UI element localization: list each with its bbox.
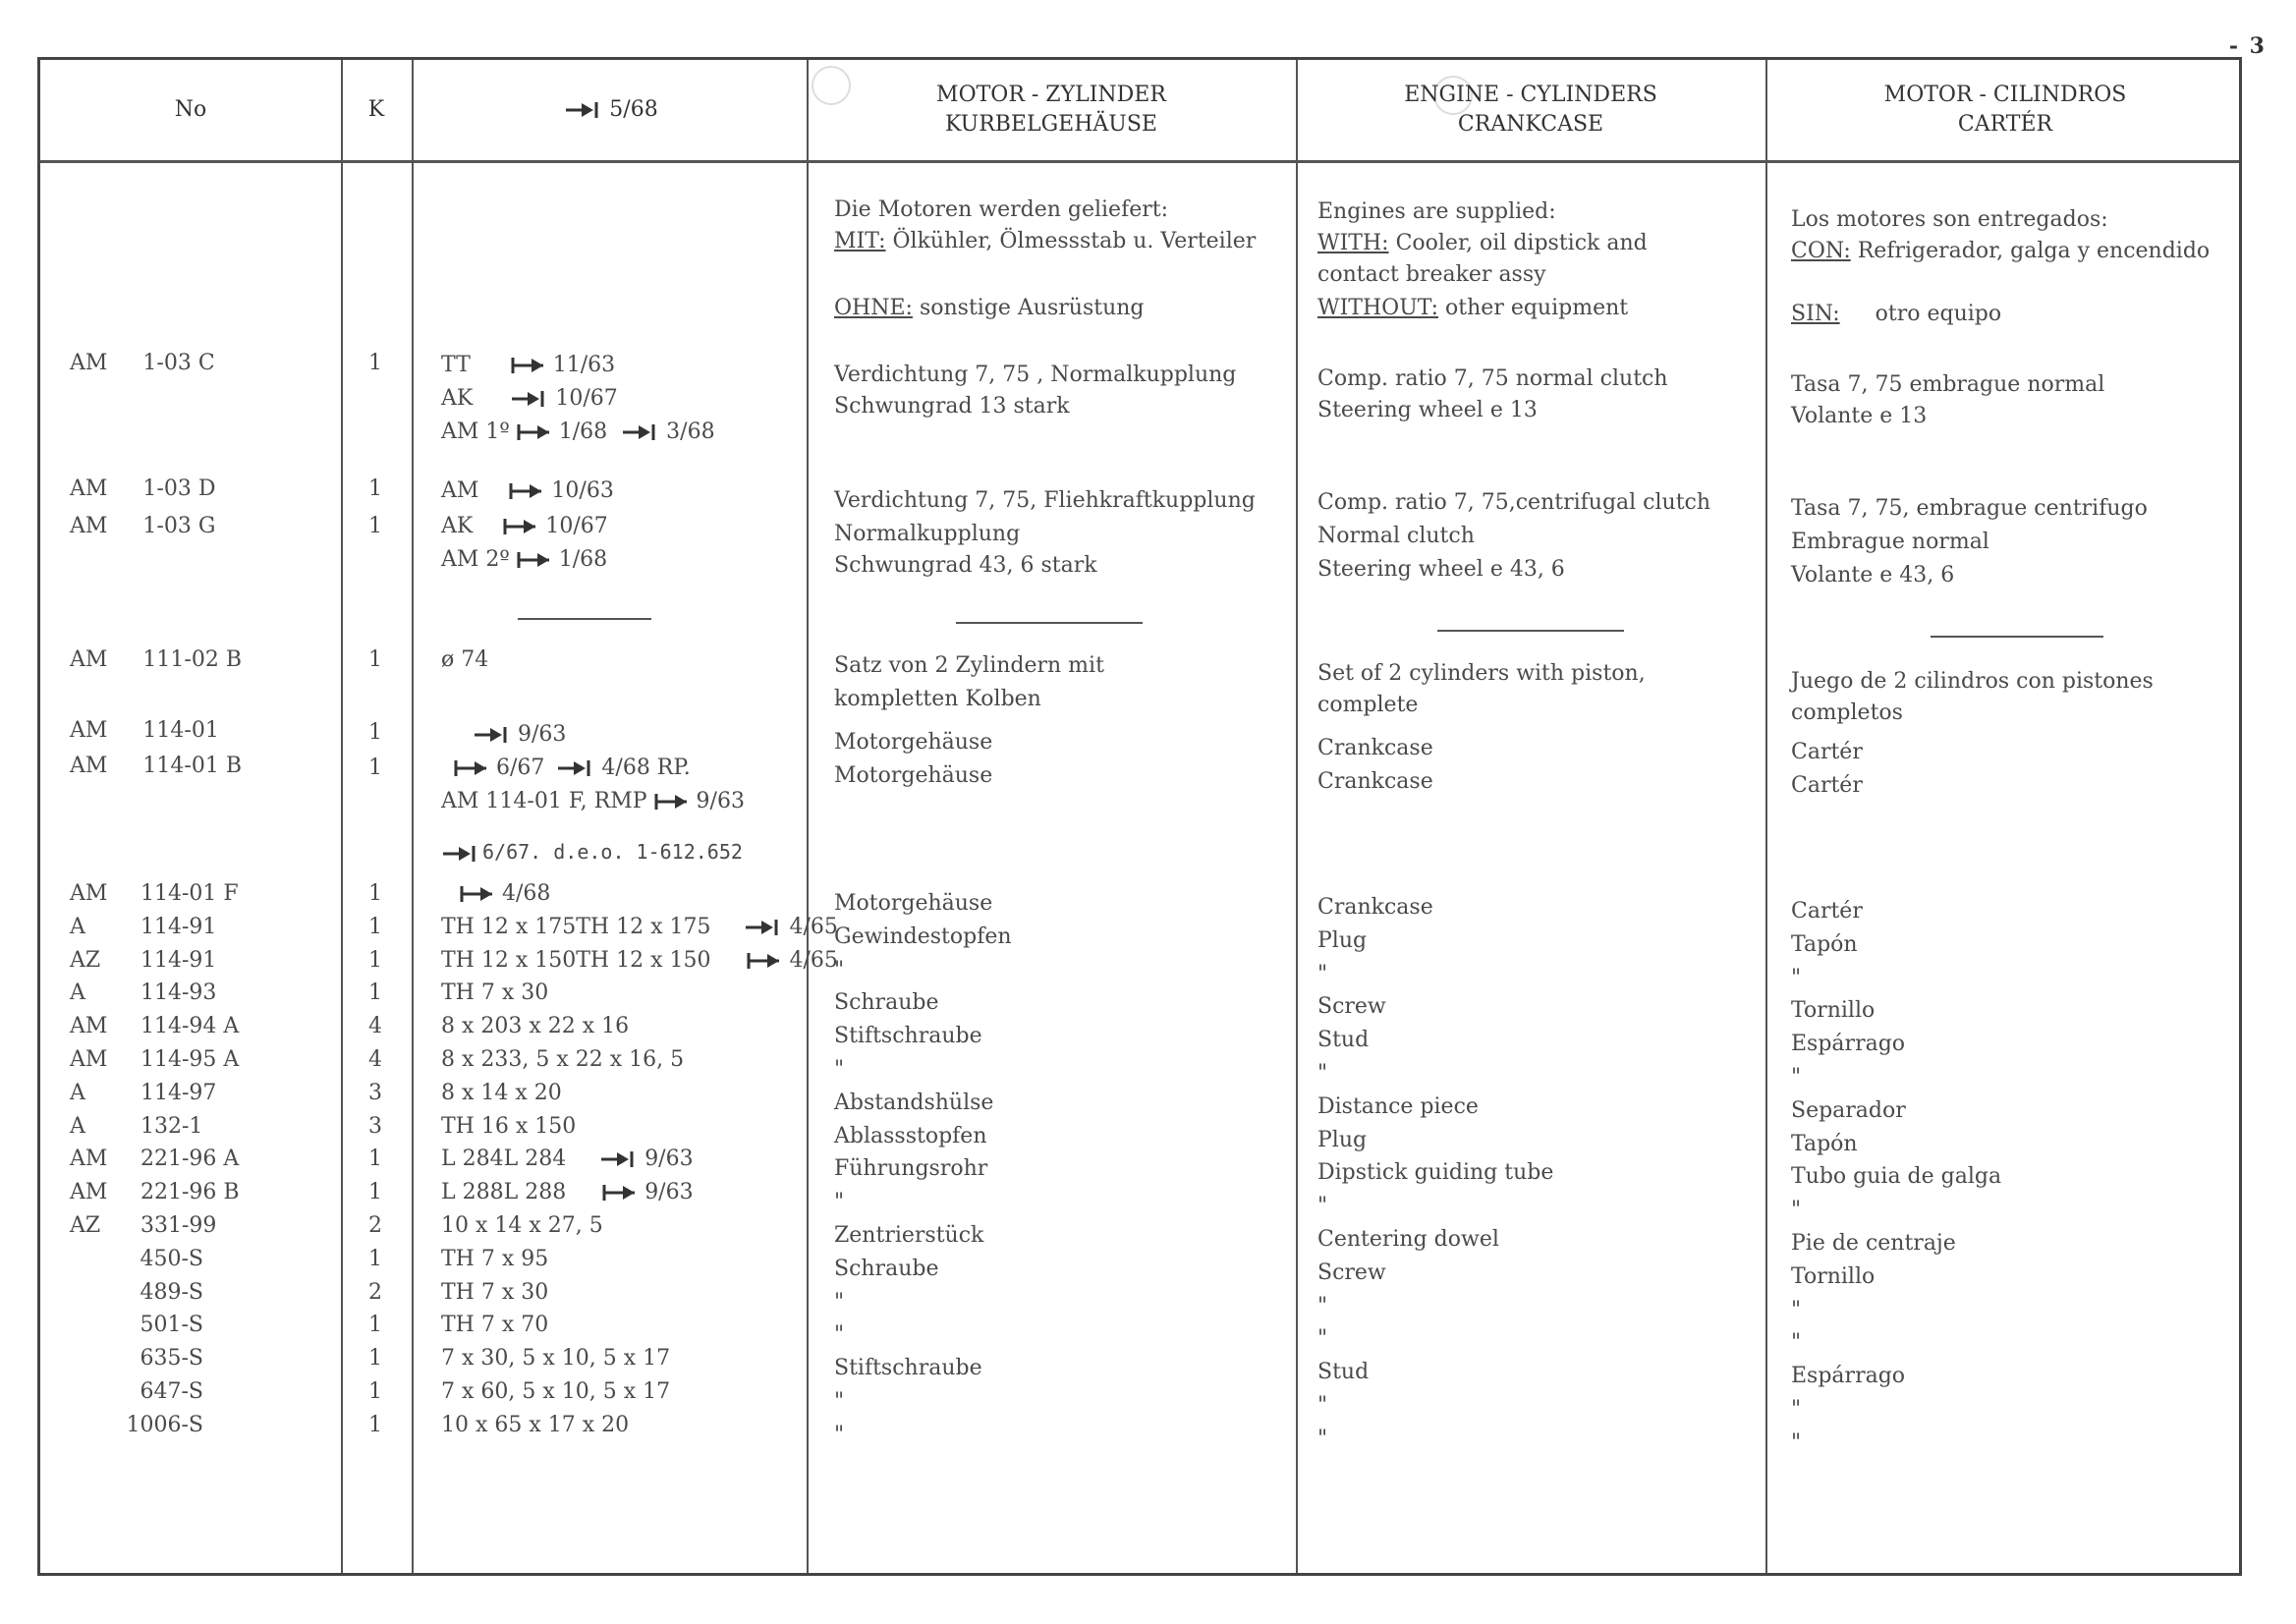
ref-line: AM 2º 1/68 (441, 547, 608, 572)
part-number: 647-S (140, 1379, 203, 1404)
description-de: Normalkupplung (834, 522, 1021, 546)
part-number: 450-S (140, 1247, 203, 1271)
part-number: AM 1-03 D (70, 476, 216, 501)
description-de: " (834, 1290, 845, 1315)
ref-line: AM 10/63 (441, 478, 614, 503)
ref-line: TH 7 x 30 (441, 980, 549, 1005)
description-de: " (834, 1389, 845, 1414)
part-number: 114-95 A (140, 1047, 240, 1072)
ref-line: L 288L 288 9/63 (441, 1180, 694, 1204)
ref-line: AM 1º 1/68 3/68 (441, 420, 715, 444)
ref-date: 9/63 (644, 1147, 694, 1171)
description-de: Verdichtung 7, 75 , Normalkupplung (834, 363, 1237, 387)
description-en: " (1317, 1427, 1328, 1451)
quantity: 1 (368, 1346, 382, 1371)
description-es: Espárrago (1791, 1364, 1906, 1388)
description-de: Motorgehäuse (834, 763, 993, 788)
ref-line: TH 7 x 30 (441, 1280, 549, 1305)
description-es: Tapón (1791, 932, 1858, 957)
part-number: 635-S (140, 1346, 203, 1371)
separator-rule (956, 622, 1143, 624)
ref-date: 9/63 (644, 1180, 694, 1204)
description-en: complete (1317, 693, 1419, 717)
description-es: Tapón (1791, 1132, 1858, 1156)
part-prefix: AZ (70, 948, 101, 973)
arrow-out-icon (508, 481, 545, 501)
part-prefix: AM (70, 1047, 108, 1072)
description-de: Führungsrohr (834, 1156, 988, 1181)
quantity: 1 (368, 476, 382, 501)
description-es: Cartér (1791, 740, 1863, 764)
arrow-out-icon (502, 517, 539, 536)
description-en: Comp. ratio 7, 75 normal clutch (1317, 366, 1668, 391)
description-en: Crankcase (1317, 895, 1433, 920)
column-divider (807, 60, 809, 1573)
description-en: Plug (1317, 928, 1368, 953)
intro-es-line: Los motores son entregados: (1791, 207, 2108, 232)
arrow-out-in-icon (443, 844, 480, 864)
description-en: Steering wheel e 43, 6 (1317, 557, 1565, 582)
part-number: AM 1-03 G (70, 514, 216, 538)
quantity: 1 (368, 756, 382, 780)
description-en: Steering wheel e 13 (1317, 398, 1538, 422)
description-de: Gewindestopfen (834, 924, 1012, 949)
ref-line: TT 11/63 (441, 353, 616, 377)
column-divider (341, 60, 343, 1573)
page-number: - 3 (2228, 33, 2267, 59)
quantity: 1 (368, 1413, 382, 1437)
ref-value: L 284 (503, 1147, 567, 1171)
description-de: Zentrierstück (834, 1223, 984, 1248)
ref-date: 4/68 (502, 881, 551, 906)
ref-line: AK 10/67 (441, 386, 618, 411)
description-es: " (1791, 1065, 1802, 1090)
ref-line: 10 x 14 x 27, 5 (441, 1213, 603, 1238)
ref-line: 8 x 14 x 20 (441, 1081, 562, 1105)
description-de: Motorgehäuse (834, 891, 993, 916)
description-en: Comp. ratio 7, 75,centrifugal clutch (1317, 490, 1711, 515)
part-number: AM 114-01 (70, 718, 219, 743)
description-de: Abstandshülse (834, 1091, 994, 1115)
description-en: Screw (1317, 994, 1386, 1019)
quantity: 1 (368, 514, 382, 538)
description-es: Tasa 7, 75 embrague normal (1791, 372, 2105, 397)
quantity: 3 (368, 1081, 382, 1105)
description-en: " (1317, 1294, 1328, 1318)
quantity: 1 (368, 1379, 382, 1404)
description-es: Juego de 2 cilindros con pistones (1791, 669, 2154, 694)
part-number: 114-97 (140, 1081, 217, 1105)
description-en: Screw (1317, 1260, 1386, 1285)
description-de: " (834, 1322, 845, 1347)
arrow-out-icon (746, 951, 783, 971)
quantity: 1 (368, 915, 382, 939)
arrow-out-icon (510, 356, 547, 375)
description-en: Distance piece (1317, 1094, 1479, 1119)
part-number: 331-99 (140, 1213, 217, 1238)
description-de: Schraube (834, 1257, 939, 1281)
arrow-in-icon (566, 100, 603, 120)
ref-line: AK 10/67 (441, 514, 608, 538)
description-de: Schraube (834, 990, 939, 1015)
part-number: 114-91 (140, 948, 217, 973)
part-number: 221-96 A (140, 1147, 240, 1171)
quantity: 1 (368, 980, 382, 1005)
intro-de-with: MIT: Ölkühler, Ölmessstab u. Verteiler (834, 229, 1257, 253)
header-no: No (174, 97, 207, 122)
part-number: 221-96 B (140, 1180, 240, 1204)
part-number: 114-93 (140, 980, 217, 1005)
part-number: AM 1-03 C (70, 351, 215, 375)
description-de: " (834, 1057, 845, 1082)
part-number: AM 111-02 B (70, 647, 243, 672)
part-prefix: A (70, 1114, 85, 1139)
ref-line: 7 x 30, 5 x 10, 5 x 17 (441, 1346, 671, 1371)
quantity: 1 (368, 1180, 382, 1204)
description-es: Tornillo (1791, 1264, 1876, 1289)
description-en: Crankcase (1317, 769, 1433, 794)
description-de: Schwungrad 43, 6 stark (834, 553, 1097, 578)
ref-line: ø 74 (441, 647, 489, 672)
description-es: Volante e 43, 6 (1791, 563, 1955, 588)
description-en: Plug (1317, 1128, 1368, 1152)
quantity: 2 (368, 1280, 382, 1305)
intro-de-without: OHNE: sonstige Ausrüstung (834, 296, 1145, 320)
ref-line: L 284L 284 9/63 (441, 1147, 694, 1171)
description-en: " (1317, 1393, 1328, 1418)
part-prefix: AM (70, 1180, 108, 1204)
part-prefix: AM (70, 881, 108, 906)
quantity: 2 (368, 1213, 382, 1238)
column-divider (1765, 60, 1767, 1573)
description-es: " (1791, 1397, 1802, 1422)
description-es: Cartér (1791, 899, 1863, 924)
quantity: 3 (368, 1114, 382, 1139)
part-prefix: A (70, 1081, 85, 1105)
description-es: Cartér (1791, 773, 1863, 798)
description-de: Verdichtung 7, 75, Fliehkraftkupplung (834, 488, 1256, 513)
header-en: ENGINE - CYLINDERS CRANKCASE (1404, 83, 1657, 137)
description-de: Schwungrad 13 stark (834, 394, 1070, 419)
column-divider (1296, 60, 1298, 1573)
quantity: 4 (368, 1047, 382, 1072)
intro-en-with: WITH: Cooler, oil dipstick and (1317, 231, 1648, 255)
description-de: kompletten Kolben (834, 687, 1041, 711)
part-number: 501-S (140, 1313, 203, 1337)
ref-line: 9/63 (469, 722, 566, 747)
column-divider (412, 60, 414, 1573)
arrow-in-icon (475, 725, 512, 745)
quantity: 1 (368, 647, 382, 672)
header-es: MOTOR - CILINDROS CARTÉR (1883, 83, 2127, 137)
header-k: K (367, 97, 385, 122)
quantity: 1 (368, 948, 382, 973)
description-de: Stiftschraube (834, 1024, 982, 1048)
description-es: Embrague normal (1791, 530, 1989, 554)
description-en: " (1317, 962, 1328, 986)
description-es: Tornillo (1791, 998, 1876, 1023)
intro-es-with: CON: Refrigerador, galga y encendido (1791, 239, 2211, 263)
description-es: Tubo guia de galga (1791, 1164, 2002, 1189)
quantity: 1 (368, 1313, 382, 1337)
quantity: 4 (368, 1014, 382, 1038)
part-prefix: A (70, 980, 85, 1005)
part-prefix: A (70, 915, 85, 939)
part-number: 1006-S (126, 1413, 203, 1437)
ref-line: TH 12 x 175TH 12 x 175 4/65 (441, 915, 838, 939)
ref-value: L 288 (503, 1180, 567, 1204)
description-es: " (1791, 1298, 1802, 1322)
intro-en-without: WITHOUT: other equipment (1317, 296, 1629, 320)
separator-rule (1931, 636, 2103, 638)
quantity: 1 (368, 881, 382, 906)
quantity: 1 (368, 1147, 382, 1171)
quantity: 1 (368, 351, 382, 375)
description-de: Stiftschraube (834, 1356, 982, 1380)
description-en: Normal clutch (1317, 524, 1475, 548)
arrow-in-icon (512, 389, 549, 409)
separator-rule (1437, 630, 1624, 632)
parts-table (37, 57, 2242, 1576)
ref-date: 4/65 (789, 948, 838, 973)
ref-value: TH 12 x 150 (576, 948, 711, 973)
intro-en-line: Engines are supplied: (1317, 199, 1556, 224)
ref-line: TH 7 x 95 (441, 1247, 549, 1271)
part-number: 489-S (140, 1280, 203, 1305)
arrow-out-icon (516, 550, 553, 570)
description-es: " (1791, 1330, 1802, 1355)
arrow-out-icon (459, 884, 496, 904)
header-divider (40, 160, 2239, 163)
quantity: 1 (368, 720, 382, 745)
description-en: " (1317, 1326, 1328, 1351)
description-de: " (834, 1190, 845, 1214)
part-prefix: AM (70, 1014, 108, 1038)
ref-date: 4/65 (789, 915, 838, 939)
ref-line: 8 x 233, 5 x 22 x 16, 5 (441, 1047, 685, 1072)
intro-es-without: SIN: otro equipo (1791, 302, 2002, 326)
arrow-out-icon (653, 792, 691, 812)
part-number: 132-1 (140, 1114, 203, 1139)
ref-line: 7 x 60, 5 x 10, 5 x 17 (441, 1379, 671, 1404)
ref-value: TH 12 x 175 (576, 915, 711, 939)
arrow-out-icon (601, 1183, 639, 1203)
arrow-in-icon (558, 758, 595, 778)
description-de: Satz von 2 Zylindern mit (834, 653, 1104, 678)
description-es: Volante e 13 (1791, 404, 1928, 428)
ref-line: 8 x 203 x 22 x 16 (441, 1014, 630, 1038)
description-de: Ablassstopfen (834, 1124, 987, 1148)
description-en: Stud (1317, 1028, 1370, 1052)
description-es: " (1791, 1198, 1802, 1222)
description-de: Motorgehäuse (834, 730, 993, 755)
part-prefix: AZ (70, 1213, 101, 1238)
description-es: Espárrago (1791, 1032, 1906, 1056)
header-ref: 5/68 (412, 60, 807, 160)
ref-line: 10 x 65 x 17 x 20 (441, 1413, 630, 1437)
quantity: 1 (368, 1247, 382, 1271)
description-de: " (834, 1423, 845, 1447)
part-number: AM 114-01 B (70, 754, 243, 778)
ref-line: TH 12 x 150TH 12 x 150 4/65 (441, 948, 838, 973)
ref-line: TH 7 x 70 (441, 1313, 549, 1337)
ref-line: AM 114-01 F, RMP 9/63 (441, 789, 745, 813)
part-prefix: AM (70, 1147, 108, 1171)
ref-line: 6/67 4/68 RP. (447, 756, 691, 780)
arrow-in-icon (623, 422, 660, 442)
description-de: " (834, 958, 845, 982)
description-en: Centering dowel (1317, 1227, 1499, 1252)
ref-line (453, 881, 550, 906)
intro-de-line: Die Motoren werden geliefert: (834, 197, 1169, 222)
description-es: completos (1791, 700, 1903, 725)
description-en: Set of 2 cylinders with piston, (1317, 661, 1646, 686)
header-de: MOTOR - ZYLINDER KURBELGEHÄUSE (936, 83, 1166, 137)
arrow-out-icon (516, 422, 553, 442)
separator-rule (518, 618, 651, 620)
description-en: " (1317, 1194, 1328, 1218)
part-number: 114-01 F (140, 881, 239, 906)
description-es: " (1791, 966, 1802, 990)
description-en: Stud (1317, 1360, 1370, 1384)
arrow-in-icon (746, 918, 783, 937)
ref-line: TH 16 x 150 (441, 1114, 577, 1139)
description-en: Crankcase (1317, 736, 1433, 760)
description-es: Tasa 7, 75, embrague centrifugo (1791, 496, 2148, 521)
intro-en-line3: contact breaker assy (1317, 262, 1546, 287)
description-en: " (1317, 1061, 1328, 1086)
description-en: Dipstick guiding tube (1317, 1160, 1554, 1185)
part-number: 114-94 A (140, 1014, 240, 1038)
arrow-out-icon (453, 758, 490, 778)
description-es: " (1791, 1430, 1802, 1455)
arrow-in-icon (601, 1149, 639, 1169)
part-number: 114-91 (140, 915, 217, 939)
ref-line: 6/67. d.e.o. 1-612.652 (443, 840, 743, 864)
description-es: Pie de centraje (1791, 1231, 1956, 1256)
description-es: Separador (1791, 1098, 1906, 1123)
